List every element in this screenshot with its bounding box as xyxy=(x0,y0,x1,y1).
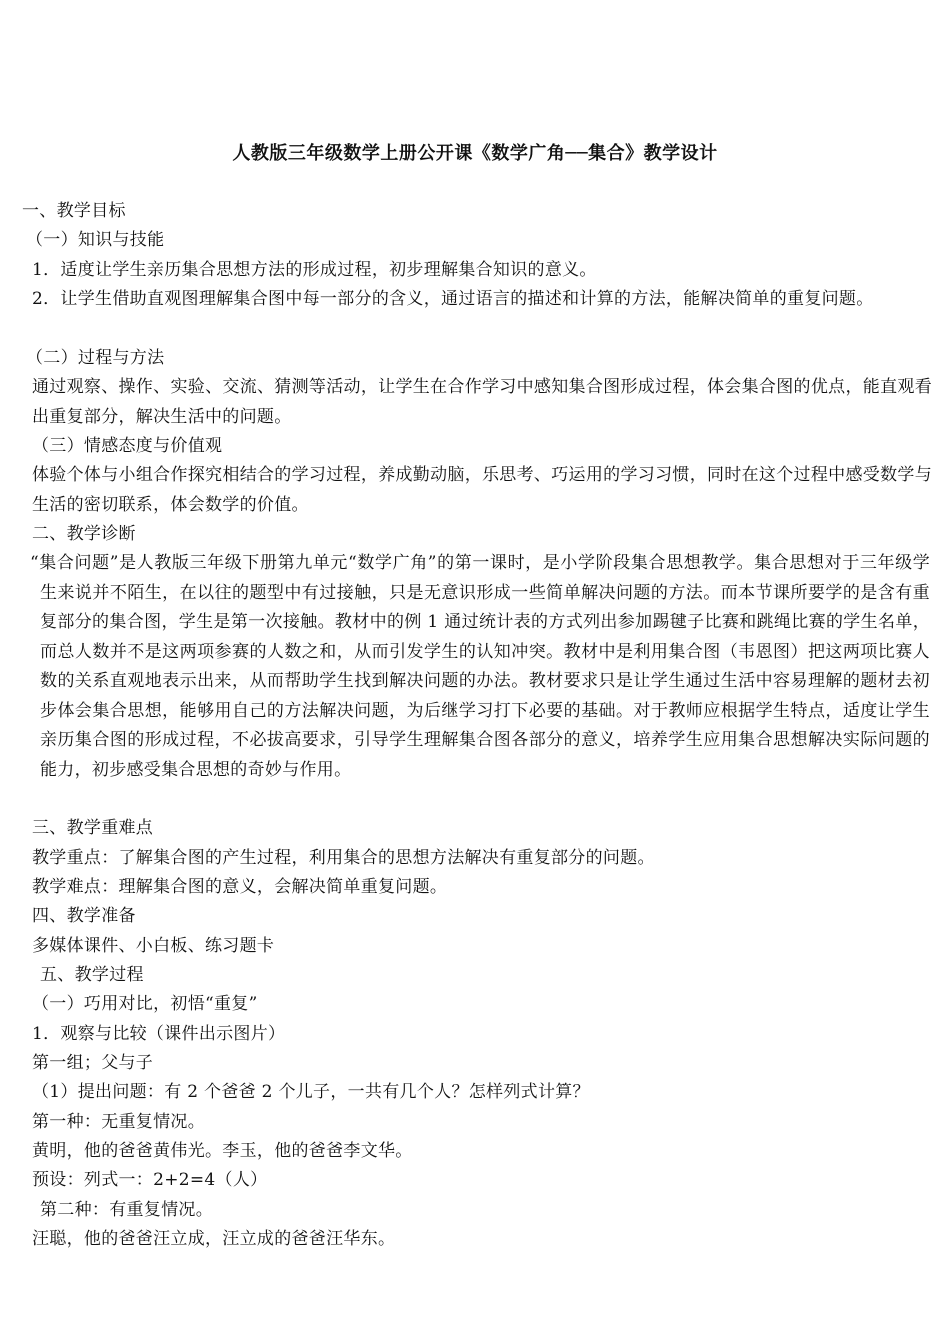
key-point-text: 教学重点：了解集合图的产生过程，利用集合的思想方法解决有重复部分的问题。 xyxy=(32,848,655,868)
preparation-text: 多媒体课件、小白板、练习题卡 xyxy=(32,936,275,956)
diagnosis-text: “集合问题”是人教版三年级下册第九单元“数学广角”的第一课时，是小学阶段集合思想教学。集合思想对于三年级学生来说并不陌生，在以往的题型中有过接触，只是无意识形成一些简单解决问题的方法。而本节课所要学的是含有重复部分的集合图，学生是第一次接触。教材中的例 1 通过统计表的方式列出参加踢毽子比赛和跳绳比赛的学生名单，而总人数并不是这两项参赛的人数之和，从而引发学生的认知冲突。教材中是利用集合图（韦恩图）把这两项比赛人数的关系直观地表示出来，从而帮助学生找到解决问题的办法。教材要求只是让学生通过生活中容易理解的题材去初步体会集合思想，能够用自己的方法解决问题，为后继学习打下必要的基础。对于教师应根据学生特点，适度让学生亲历集合图的形成过程，不必拔高要求，引导学生理解集合图各部分的意义，培养学生应用集合思想解决实际问题的能力，初步感受集合思想的奇妙与作用。 xyxy=(30,553,930,780)
subheading-process-methods: （二）过程与方法 xyxy=(26,348,165,368)
section-heading-key-points: 三、教学重难点 xyxy=(32,818,154,838)
section-heading-preparation: 四、教学准备 xyxy=(32,906,136,926)
section-heading-process: 五、教学过程 xyxy=(40,965,144,985)
document-title: 人教版三年级数学上册公开课《数学广角──集合》教学设计 xyxy=(232,143,718,164)
subheading-comparison: （一）巧用对比，初悟“重复” xyxy=(32,994,258,1014)
case-1-text: 黄明，他的爸爸黄伟光。李玉，他的爸爸李文华。 xyxy=(32,1141,413,1161)
group-1-label: 第一组；父与子 xyxy=(32,1053,154,1073)
case-1-label: 第一种：无重复情况。 xyxy=(32,1112,205,1132)
case-2-text: 汪聪，他的爸爸汪立成，汪立成的爸爸汪华东。 xyxy=(32,1229,396,1249)
process-methods-text: 通过观察、操作、实验、交流、猜测等活动，让学生在合作学习中感知集合图形成过程，体会集合图的优点，能直观看出重复部分，解决生活中的问题。 xyxy=(32,377,932,427)
process-item-1: 1．观察与比较（课件出示图片） xyxy=(32,1024,286,1044)
question-1: （1）提出问题：有 2 个爸爸 2 个儿子，一共有几个人？怎样列式计算？ xyxy=(32,1082,590,1102)
difficulty-text: 教学难点：理解集合图的意义，会解决简单重复问题。 xyxy=(32,877,448,897)
subheading-attitudes-values: （三）情感态度与价值观 xyxy=(32,436,223,456)
subheading-knowledge-skills: （一）知识与技能 xyxy=(26,230,165,250)
case-2-label: 第二种：有重复情况。 xyxy=(40,1200,213,1220)
preset-expression: 预设：列式一：2+2=4（人） xyxy=(32,1170,268,1190)
objective-item-1: 1．适度让学生亲历集合思想方法的形成过程，初步理解集合知识的意义。 xyxy=(32,260,597,280)
objective-item-2: 2．让学生借助直观图理解集合图中每一部分的含义，通过语言的描述和计算的方法，能解决简单的重复问题。 xyxy=(32,289,874,309)
section-heading-diagnosis: 二、教学诊断 xyxy=(32,524,136,544)
attitudes-values-text: 体验个体与小组合作探究相结合的学习过程，养成勤动脑，乐思考、巧运用的学习习惯，同时在这个过程中感受数学与生活的密切联系，体会数学的价值。 xyxy=(32,465,932,515)
section-heading-objectives: 一、教学目标 xyxy=(22,201,126,221)
